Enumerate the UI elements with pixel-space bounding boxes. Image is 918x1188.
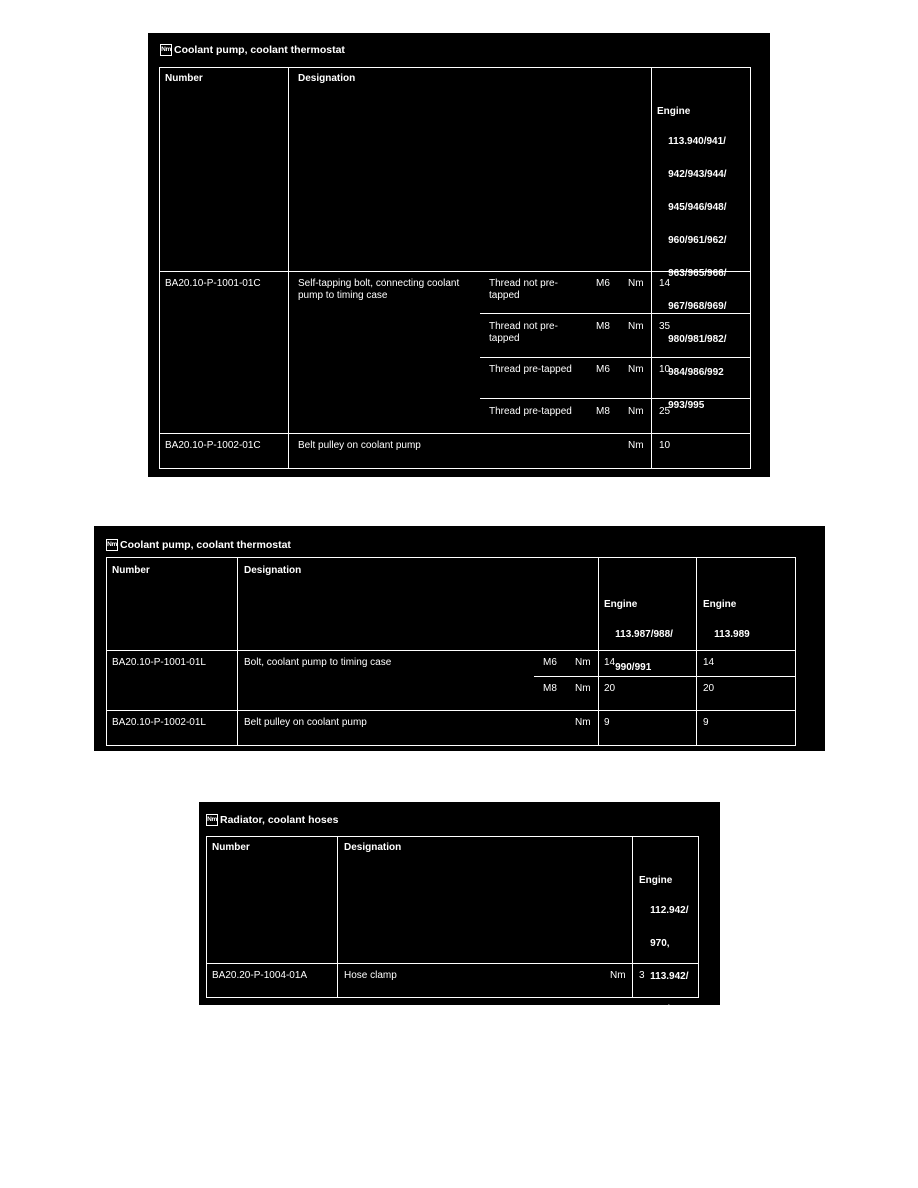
- sub-unit: Nm: [628, 364, 644, 375]
- sub-unit: Nm: [628, 440, 644, 451]
- engine-line: 113.940/941/: [668, 135, 726, 147]
- row-number: BA20.10-P-1002-01L: [112, 717, 206, 728]
- torque-table-coolant-pump-1: [148, 33, 770, 477]
- table-title: [160, 42, 345, 58]
- column-divider: [288, 67, 289, 469]
- engine-line: 993/995: [668, 399, 705, 411]
- engine-line: 970,: [650, 937, 670, 949]
- header-designation: Designation: [344, 842, 402, 853]
- row-divider: [206, 963, 699, 964]
- header-number: Number: [165, 73, 203, 84]
- torque-value: 9: [703, 717, 709, 728]
- sub-thread-size: M8: [596, 406, 610, 417]
- table-title-text: Coolant pump, coolant thermostat: [120, 539, 291, 551]
- torque-nm-icon: Nm: [160, 44, 172, 56]
- torque-value: 10: [659, 364, 671, 375]
- torque-table-coolant-pump-2: [94, 526, 825, 751]
- engine-line: 980/981/982/: [668, 333, 727, 345]
- engine-line: 112.942/: [650, 904, 689, 916]
- torque-value: 14: [604, 657, 616, 668]
- header-engine-label: Engine: [703, 599, 737, 610]
- engine-line: 113.942/: [650, 970, 689, 982]
- sub-unit: Nm: [628, 406, 644, 417]
- column-divider: [651, 67, 652, 469]
- sub-thread-size: M6: [543, 657, 557, 668]
- table-title-text: Radiator, coolant hoses: [220, 814, 339, 826]
- sub-thread-size: M6: [596, 364, 610, 375]
- sub-thread-size: M8: [596, 321, 610, 332]
- column-divider: [237, 557, 238, 746]
- sub-unit: Nm: [628, 321, 644, 332]
- torque-value: 14: [703, 657, 715, 668]
- engine-line: 984/986/992: [668, 366, 724, 378]
- torque-value: 3: [639, 970, 645, 981]
- row-number: BA20.20-P-1004-01A: [212, 970, 308, 981]
- column-divider: [337, 836, 338, 998]
- table-frame: [106, 557, 796, 746]
- column-divider: [598, 557, 599, 746]
- engine-line: 113.989: [714, 628, 750, 640]
- row-designation: Belt pulley on coolant pump: [298, 440, 421, 451]
- torque-table-radiator: [199, 802, 720, 1015]
- row-number: BA20.10-P-1001-01C: [165, 278, 261, 289]
- engine-line: 960/961/962/: [668, 234, 727, 246]
- row-designation: Bolt, coolant pump to timing case: [244, 657, 392, 668]
- row-designation-line: Self-tapping bolt, connecting coolant: [298, 278, 460, 289]
- sub-unit: Nm: [610, 970, 626, 981]
- torque-value: 35: [659, 321, 671, 332]
- row-number: BA20.10-P-1001-01L: [112, 657, 206, 668]
- header-engine-2: [703, 566, 750, 660]
- header-engine-label: Engine: [639, 875, 673, 886]
- column-divider: [696, 557, 697, 746]
- header-engine: [657, 73, 727, 431]
- header-number: Number: [212, 842, 250, 853]
- header-designation: Designation: [244, 565, 302, 576]
- sub-condition: tapped: [489, 290, 520, 301]
- sub-condition: Thread pre-tapped: [489, 406, 572, 417]
- row-designation: Belt pulley on coolant pump: [244, 717, 367, 728]
- sub-condition: Thread pre-tapped: [489, 364, 572, 375]
- table-title: [206, 812, 338, 828]
- header-engine: [639, 842, 689, 1035]
- table-title: [106, 537, 291, 553]
- column-divider: [632, 836, 633, 998]
- table-title-text: Coolant pump, coolant thermostat: [174, 44, 345, 56]
- header-designation: Designation: [298, 73, 356, 84]
- torque-value: 20: [703, 683, 715, 694]
- torque-value: 20: [604, 683, 616, 694]
- torque-value: 10: [659, 440, 671, 451]
- header-engine-label: Engine: [604, 599, 638, 610]
- header-engine-1: [604, 566, 673, 693]
- sub-condition: Thread not pre-: [489, 321, 558, 332]
- engine-line: 963/965/966/: [668, 267, 727, 279]
- torque-value: 25: [659, 406, 671, 417]
- torque-nm-icon: Nm: [206, 814, 218, 826]
- header-engine-label: Engine: [657, 106, 691, 117]
- header-number: Number: [112, 565, 150, 576]
- sub-thread-size: M8: [543, 683, 557, 694]
- sub-unit: Nm: [575, 683, 591, 694]
- sub-unit: Nm: [575, 657, 591, 668]
- engine-line: 113.987/988/: [615, 628, 673, 640]
- engine-line: 965/981: [650, 1003, 687, 1015]
- row-designation: Hose clamp: [344, 970, 397, 981]
- row-divider: [106, 710, 796, 711]
- sub-thread-size: M6: [596, 278, 610, 289]
- engine-line: 967/968/969/: [668, 300, 727, 312]
- torque-value: 9: [604, 717, 610, 728]
- engine-line: 942/943/944/: [668, 168, 727, 180]
- row-divider: [106, 650, 796, 651]
- sub-unit: Nm: [628, 278, 644, 289]
- row-divider: [159, 433, 751, 434]
- row-number: BA20.10-P-1002-01C: [165, 440, 261, 451]
- sub-unit: Nm: [575, 717, 591, 728]
- row-designation-line: pump to timing case: [298, 290, 388, 301]
- engine-line: 990/991: [615, 661, 652, 673]
- sub-condition: Thread not pre-: [489, 278, 558, 289]
- torque-nm-icon: Nm: [106, 539, 118, 551]
- torque-value: 14: [659, 278, 671, 289]
- engine-line: 945/946/948/: [668, 201, 727, 213]
- sub-condition: tapped: [489, 333, 520, 344]
